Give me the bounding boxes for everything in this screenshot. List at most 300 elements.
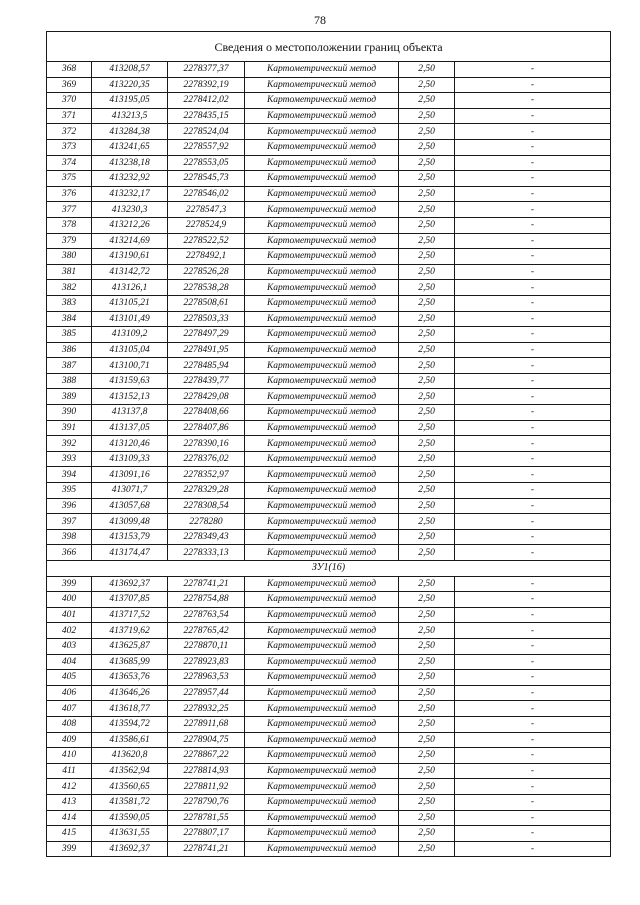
table-row xyxy=(47,670,611,686)
description-cell: - xyxy=(455,623,611,639)
accuracy-cell: 2,50 xyxy=(399,139,455,155)
accuracy-cell: 2,50 xyxy=(399,810,455,826)
accuracy-cell: 2,50 xyxy=(399,529,455,545)
x-coordinate-cell: 413159,63 xyxy=(92,373,168,389)
point-number-cell: 388 xyxy=(47,373,92,389)
point-number-cell: 407 xyxy=(47,701,92,717)
description-cell: - xyxy=(455,389,611,405)
description-cell: - xyxy=(455,654,611,670)
table-row xyxy=(47,748,611,764)
method-cell: Картометрический метод xyxy=(245,529,399,545)
method-cell: Картометрический метод xyxy=(245,436,399,452)
x-coordinate-cell: 413692,37 xyxy=(92,576,168,592)
point-number-cell: 401 xyxy=(47,607,92,623)
x-coordinate-cell: 413109,2 xyxy=(92,327,168,343)
table-row xyxy=(47,295,611,311)
point-number-cell: 397 xyxy=(47,514,92,530)
description-cell: - xyxy=(455,264,611,280)
y-coordinate-cell: 2278333,13 xyxy=(168,545,245,561)
method-cell: Картометрический метод xyxy=(245,483,399,499)
table-row xyxy=(47,311,611,327)
method-cell: Картометрический метод xyxy=(245,794,399,810)
method-cell: Картометрический метод xyxy=(245,576,399,592)
description-cell: - xyxy=(455,529,611,545)
description-cell: - xyxy=(455,405,611,421)
x-coordinate-cell: 413241,65 xyxy=(92,139,168,155)
table-row xyxy=(47,654,611,670)
description-cell: - xyxy=(455,139,611,155)
y-coordinate-cell: 2278522,52 xyxy=(168,233,245,249)
table-row xyxy=(47,529,611,545)
description-cell: - xyxy=(455,514,611,530)
accuracy-cell: 2,50 xyxy=(399,77,455,93)
x-coordinate-cell: 413692,37 xyxy=(92,841,168,857)
description-cell: - xyxy=(455,249,611,265)
description-cell: - xyxy=(455,342,611,358)
table-row xyxy=(47,467,611,483)
method-cell: Картометрический метод xyxy=(245,638,399,654)
x-coordinate-cell: 413152,13 xyxy=(92,389,168,405)
x-coordinate-cell: 413071,7 xyxy=(92,483,168,499)
point-number-cell: 411 xyxy=(47,763,92,779)
x-coordinate-cell: 413120,46 xyxy=(92,436,168,452)
y-coordinate-cell: 2278807,17 xyxy=(168,826,245,842)
description-cell: - xyxy=(455,327,611,343)
description-cell: - xyxy=(455,93,611,109)
x-coordinate-cell: 413618,77 xyxy=(92,701,168,717)
method-cell: Картометрический метод xyxy=(245,93,399,109)
table-row xyxy=(47,685,611,701)
point-number-cell: 410 xyxy=(47,748,92,764)
accuracy-cell: 2,50 xyxy=(399,514,455,530)
y-coordinate-cell: 2278557,92 xyxy=(168,139,245,155)
x-coordinate-cell: 413220,35 xyxy=(92,77,168,93)
table-row xyxy=(47,576,611,592)
table-row xyxy=(47,826,611,842)
accuracy-cell: 2,50 xyxy=(399,826,455,842)
y-coordinate-cell: 2278439,77 xyxy=(168,373,245,389)
method-cell: Картометрический метод xyxy=(245,748,399,764)
y-coordinate-cell: 2278412,02 xyxy=(168,93,245,109)
description-cell: - xyxy=(455,373,611,389)
accuracy-cell: 2,50 xyxy=(399,670,455,686)
y-coordinate-cell: 2278932,25 xyxy=(168,701,245,717)
description-cell: - xyxy=(455,841,611,857)
y-coordinate-cell: 2278765,42 xyxy=(168,623,245,639)
method-cell: Картометрический метод xyxy=(245,202,399,218)
method-cell: Картометрический метод xyxy=(245,217,399,233)
x-coordinate-cell: 413190,61 xyxy=(92,249,168,265)
description-cell: - xyxy=(455,670,611,686)
x-coordinate-cell: 413100,71 xyxy=(92,358,168,374)
method-cell: Картометрический метод xyxy=(245,171,399,187)
description-cell: - xyxy=(455,171,611,187)
table-row xyxy=(47,623,611,639)
point-number-cell: 384 xyxy=(47,311,92,327)
point-number-cell: 391 xyxy=(47,420,92,436)
point-number-cell: 376 xyxy=(47,186,92,202)
accuracy-cell: 2,50 xyxy=(399,342,455,358)
x-coordinate-cell: 413105,04 xyxy=(92,342,168,358)
method-cell: Картометрический метод xyxy=(245,654,399,670)
accuracy-cell: 2,50 xyxy=(399,592,455,608)
accuracy-cell: 2,50 xyxy=(399,716,455,732)
point-number-cell: 389 xyxy=(47,389,92,405)
point-number-cell: 402 xyxy=(47,623,92,639)
point-number-cell: 400 xyxy=(47,592,92,608)
table-row xyxy=(47,420,611,436)
y-coordinate-cell: 2278485,94 xyxy=(168,358,245,374)
method-cell: Картометрический метод xyxy=(245,670,399,686)
y-coordinate-cell: 2278923,83 xyxy=(168,654,245,670)
method-cell: Картометрический метод xyxy=(245,233,399,249)
method-cell: Картометрический метод xyxy=(245,779,399,795)
x-coordinate-cell: 413560,65 xyxy=(92,779,168,795)
method-cell: Картометрический метод xyxy=(245,607,399,623)
table-row xyxy=(47,202,611,218)
method-cell: Картометрический метод xyxy=(245,295,399,311)
description-cell: - xyxy=(455,155,611,171)
accuracy-cell: 2,50 xyxy=(399,732,455,748)
x-coordinate-cell: 413625,87 xyxy=(92,638,168,654)
x-coordinate-cell: 413562,94 xyxy=(92,763,168,779)
point-number-cell: 413 xyxy=(47,794,92,810)
description-cell: - xyxy=(455,124,611,140)
description-cell: - xyxy=(455,592,611,608)
method-cell: Картометрический метод xyxy=(245,139,399,155)
point-number-cell: 369 xyxy=(47,77,92,93)
point-number-cell: 382 xyxy=(47,280,92,296)
point-number-cell: 378 xyxy=(47,217,92,233)
table-row xyxy=(47,171,611,187)
description-cell: - xyxy=(455,779,611,795)
point-number-cell: 414 xyxy=(47,810,92,826)
y-coordinate-cell: 2278867,22 xyxy=(168,748,245,764)
table-row xyxy=(47,139,611,155)
point-number-cell: 372 xyxy=(47,124,92,140)
accuracy-cell: 2,50 xyxy=(399,327,455,343)
accuracy-cell: 2,50 xyxy=(399,108,455,124)
accuracy-cell: 2,50 xyxy=(399,124,455,140)
y-coordinate-cell: 2278377,37 xyxy=(168,62,245,78)
accuracy-cell: 2,50 xyxy=(399,841,455,857)
description-cell: - xyxy=(455,420,611,436)
table-row xyxy=(47,186,611,202)
method-cell: Картометрический метод xyxy=(245,311,399,327)
description-cell: - xyxy=(455,451,611,467)
accuracy-cell: 2,50 xyxy=(399,748,455,764)
x-coordinate-cell: 413213,5 xyxy=(92,108,168,124)
accuracy-cell: 2,50 xyxy=(399,794,455,810)
method-cell: Картометрический метод xyxy=(245,249,399,265)
method-cell: Картометрический метод xyxy=(245,108,399,124)
x-coordinate-cell: 413174,47 xyxy=(92,545,168,561)
accuracy-cell: 2,50 xyxy=(399,295,455,311)
y-coordinate-cell: 2278349,43 xyxy=(168,529,245,545)
x-coordinate-cell: 413126,1 xyxy=(92,280,168,296)
description-cell: - xyxy=(455,217,611,233)
description-cell: - xyxy=(455,186,611,202)
accuracy-cell: 2,50 xyxy=(399,467,455,483)
y-coordinate-cell: 2278280 xyxy=(168,514,245,530)
table-row xyxy=(47,342,611,358)
accuracy-cell: 2,50 xyxy=(399,155,455,171)
y-coordinate-cell: 2278763,54 xyxy=(168,607,245,623)
method-cell: Картометрический метод xyxy=(245,62,399,78)
point-number-cell: 386 xyxy=(47,342,92,358)
table-row xyxy=(47,841,611,857)
y-coordinate-cell: 2278754,88 xyxy=(168,592,245,608)
x-coordinate-cell: 413284,38 xyxy=(92,124,168,140)
method-cell: Картометрический метод xyxy=(245,186,399,202)
table-row xyxy=(47,62,611,78)
table-row xyxy=(47,451,611,467)
table-row xyxy=(47,405,611,421)
y-coordinate-cell: 2278957,44 xyxy=(168,685,245,701)
x-coordinate-cell: 413717,52 xyxy=(92,607,168,623)
y-coordinate-cell: 2278538,28 xyxy=(168,280,245,296)
y-coordinate-cell: 2278497,29 xyxy=(168,327,245,343)
description-cell: - xyxy=(455,77,611,93)
accuracy-cell: 2,50 xyxy=(399,763,455,779)
x-coordinate-cell: 413238,18 xyxy=(92,155,168,171)
y-coordinate-cell: 2278524,04 xyxy=(168,124,245,140)
accuracy-cell: 2,50 xyxy=(399,264,455,280)
point-number-cell: 381 xyxy=(47,264,92,280)
accuracy-cell: 2,50 xyxy=(399,420,455,436)
method-cell: Картометрический метод xyxy=(245,810,399,826)
x-coordinate-cell: 413590,05 xyxy=(92,810,168,826)
description-cell: - xyxy=(455,763,611,779)
description-cell: - xyxy=(455,607,611,623)
y-coordinate-cell: 2278911,68 xyxy=(168,716,245,732)
description-cell: - xyxy=(455,280,611,296)
description-cell: - xyxy=(455,311,611,327)
x-coordinate-cell: 413142,72 xyxy=(92,264,168,280)
point-number-cell: 395 xyxy=(47,483,92,499)
point-number-cell: 377 xyxy=(47,202,92,218)
x-coordinate-cell: 413109,33 xyxy=(92,451,168,467)
table-row xyxy=(47,498,611,514)
description-cell: - xyxy=(455,748,611,764)
point-number-cell: 390 xyxy=(47,405,92,421)
description-cell: - xyxy=(455,716,611,732)
table-row xyxy=(47,514,611,530)
point-number-cell: 366 xyxy=(47,545,92,561)
y-coordinate-cell: 2278491,95 xyxy=(168,342,245,358)
table-row xyxy=(47,373,611,389)
x-coordinate-cell: 413099,48 xyxy=(92,514,168,530)
method-cell: Картометрический метод xyxy=(245,420,399,436)
accuracy-cell: 2,50 xyxy=(399,405,455,421)
table-row xyxy=(47,108,611,124)
description-cell: - xyxy=(455,576,611,592)
section-row xyxy=(47,561,611,577)
description-cell: - xyxy=(455,436,611,452)
method-cell: Картометрический метод xyxy=(245,264,399,280)
accuracy-cell: 2,50 xyxy=(399,93,455,109)
x-coordinate-cell: 413707,85 xyxy=(92,592,168,608)
method-cell: Картометрический метод xyxy=(245,124,399,140)
accuracy-cell: 2,50 xyxy=(399,436,455,452)
method-cell: Картометрический метод xyxy=(245,373,399,389)
point-number-cell: 409 xyxy=(47,732,92,748)
y-coordinate-cell: 2278870,11 xyxy=(168,638,245,654)
method-cell: Картометрический метод xyxy=(245,826,399,842)
accuracy-cell: 2,50 xyxy=(399,202,455,218)
table-row xyxy=(47,217,611,233)
point-number-cell: 385 xyxy=(47,327,92,343)
y-coordinate-cell: 2278376,02 xyxy=(168,451,245,467)
method-cell: Картометрический метод xyxy=(245,732,399,748)
accuracy-cell: 2,50 xyxy=(399,483,455,499)
page-number: 78 xyxy=(314,13,326,27)
x-coordinate-cell: 413646,26 xyxy=(92,685,168,701)
y-coordinate-cell: 2278553,05 xyxy=(168,155,245,171)
table-row xyxy=(47,638,611,654)
method-cell: Картометрический метод xyxy=(245,77,399,93)
accuracy-cell: 2,50 xyxy=(399,779,455,795)
description-cell: - xyxy=(455,202,611,218)
x-coordinate-cell: 413581,72 xyxy=(92,794,168,810)
description-cell: - xyxy=(455,701,611,717)
table-row xyxy=(47,77,611,93)
point-number-cell: 392 xyxy=(47,436,92,452)
y-coordinate-cell: 2278790,76 xyxy=(168,794,245,810)
accuracy-cell: 2,50 xyxy=(399,358,455,374)
method-cell: Картометрический метод xyxy=(245,327,399,343)
description-cell: - xyxy=(455,467,611,483)
point-number-cell: 380 xyxy=(47,249,92,265)
point-number-cell: 415 xyxy=(47,826,92,842)
table-row xyxy=(47,93,611,109)
method-cell: Картометрический метод xyxy=(245,405,399,421)
x-coordinate-cell: 413232,92 xyxy=(92,171,168,187)
table-row xyxy=(47,358,611,374)
x-coordinate-cell: 413091,16 xyxy=(92,467,168,483)
y-coordinate-cell: 2278526,28 xyxy=(168,264,245,280)
point-number-cell: 396 xyxy=(47,498,92,514)
y-coordinate-cell: 2278508,61 xyxy=(168,295,245,311)
method-cell: Картометрический метод xyxy=(245,467,399,483)
table-row xyxy=(47,483,611,499)
table-row xyxy=(47,327,611,343)
method-cell: Картометрический метод xyxy=(245,498,399,514)
x-coordinate-cell: 413719,62 xyxy=(92,623,168,639)
y-coordinate-cell: 2278492,1 xyxy=(168,249,245,265)
description-cell: - xyxy=(455,62,611,78)
method-cell: Картометрический метод xyxy=(245,280,399,296)
y-coordinate-cell: 2278329,28 xyxy=(168,483,245,499)
method-cell: Картометрический метод xyxy=(245,514,399,530)
method-cell: Картометрический метод xyxy=(245,623,399,639)
accuracy-cell: 2,50 xyxy=(399,498,455,514)
table-row xyxy=(47,249,611,265)
point-number-cell: 399 xyxy=(47,576,92,592)
method-cell: Картометрический метод xyxy=(245,716,399,732)
y-coordinate-cell: 2278547,3 xyxy=(168,202,245,218)
x-coordinate-cell: 413057,68 xyxy=(92,498,168,514)
table-row xyxy=(47,732,611,748)
point-number-cell: 375 xyxy=(47,171,92,187)
accuracy-cell: 2,50 xyxy=(399,451,455,467)
y-coordinate-cell: 2278435,15 xyxy=(168,108,245,124)
point-number-cell: 368 xyxy=(47,62,92,78)
y-coordinate-cell: 2278408,66 xyxy=(168,405,245,421)
y-coordinate-cell: 2278963,53 xyxy=(168,670,245,686)
table-row xyxy=(47,233,611,249)
y-coordinate-cell: 2278545,73 xyxy=(168,171,245,187)
point-number-cell: 408 xyxy=(47,716,92,732)
description-cell: - xyxy=(455,295,611,311)
accuracy-cell: 2,50 xyxy=(399,654,455,670)
y-coordinate-cell: 2278390,16 xyxy=(168,436,245,452)
y-coordinate-cell: 2278781,55 xyxy=(168,810,245,826)
x-coordinate-cell: 413685,99 xyxy=(92,654,168,670)
x-coordinate-cell: 413195,05 xyxy=(92,93,168,109)
accuracy-cell: 2,50 xyxy=(399,186,455,202)
table-row xyxy=(47,280,611,296)
y-coordinate-cell: 2278741,21 xyxy=(168,576,245,592)
x-coordinate-cell: 413232,17 xyxy=(92,186,168,202)
point-number-cell: 371 xyxy=(47,108,92,124)
y-coordinate-cell: 2278407,86 xyxy=(168,420,245,436)
table-row xyxy=(47,436,611,452)
accuracy-cell: 2,50 xyxy=(399,389,455,405)
table-row xyxy=(47,763,611,779)
point-number-cell: 374 xyxy=(47,155,92,171)
x-coordinate-cell: 413586,61 xyxy=(92,732,168,748)
y-coordinate-cell: 2278524,9 xyxy=(168,217,245,233)
y-coordinate-cell: 2278811,92 xyxy=(168,779,245,795)
accuracy-cell: 2,50 xyxy=(399,607,455,623)
x-coordinate-cell: 413137,8 xyxy=(92,405,168,421)
method-cell: Картометрический метод xyxy=(245,389,399,405)
accuracy-cell: 2,50 xyxy=(399,311,455,327)
x-coordinate-cell: 413653,76 xyxy=(92,670,168,686)
x-coordinate-cell: 413105,21 xyxy=(92,295,168,311)
accuracy-cell: 2,50 xyxy=(399,249,455,265)
y-coordinate-cell: 2278814,93 xyxy=(168,763,245,779)
point-number-cell: 387 xyxy=(47,358,92,374)
table-row xyxy=(47,124,611,140)
x-coordinate-cell: 413620,8 xyxy=(92,748,168,764)
table-row xyxy=(47,794,611,810)
point-number-cell: 383 xyxy=(47,295,92,311)
point-number-cell: 373 xyxy=(47,139,92,155)
y-coordinate-cell: 2278392,19 xyxy=(168,77,245,93)
table-title: Сведения о местоположении границ объекта xyxy=(47,32,611,62)
y-coordinate-cell: 2278352,97 xyxy=(168,467,245,483)
description-cell: - xyxy=(455,545,611,561)
y-coordinate-cell: 2278429,08 xyxy=(168,389,245,405)
point-number-cell: 379 xyxy=(47,233,92,249)
point-number-cell: 405 xyxy=(47,670,92,686)
accuracy-cell: 2,50 xyxy=(399,373,455,389)
point-number-cell: 393 xyxy=(47,451,92,467)
description-cell: - xyxy=(455,498,611,514)
x-coordinate-cell: 413153,79 xyxy=(92,529,168,545)
method-cell: Картометрический метод xyxy=(245,545,399,561)
table-row xyxy=(47,264,611,280)
accuracy-cell: 2,50 xyxy=(399,623,455,639)
table-row xyxy=(47,155,611,171)
x-coordinate-cell: 413101,49 xyxy=(92,311,168,327)
accuracy-cell: 2,50 xyxy=(399,217,455,233)
description-cell: - xyxy=(455,685,611,701)
y-coordinate-cell: 2278546,02 xyxy=(168,186,245,202)
method-cell: Картометрический метод xyxy=(245,592,399,608)
